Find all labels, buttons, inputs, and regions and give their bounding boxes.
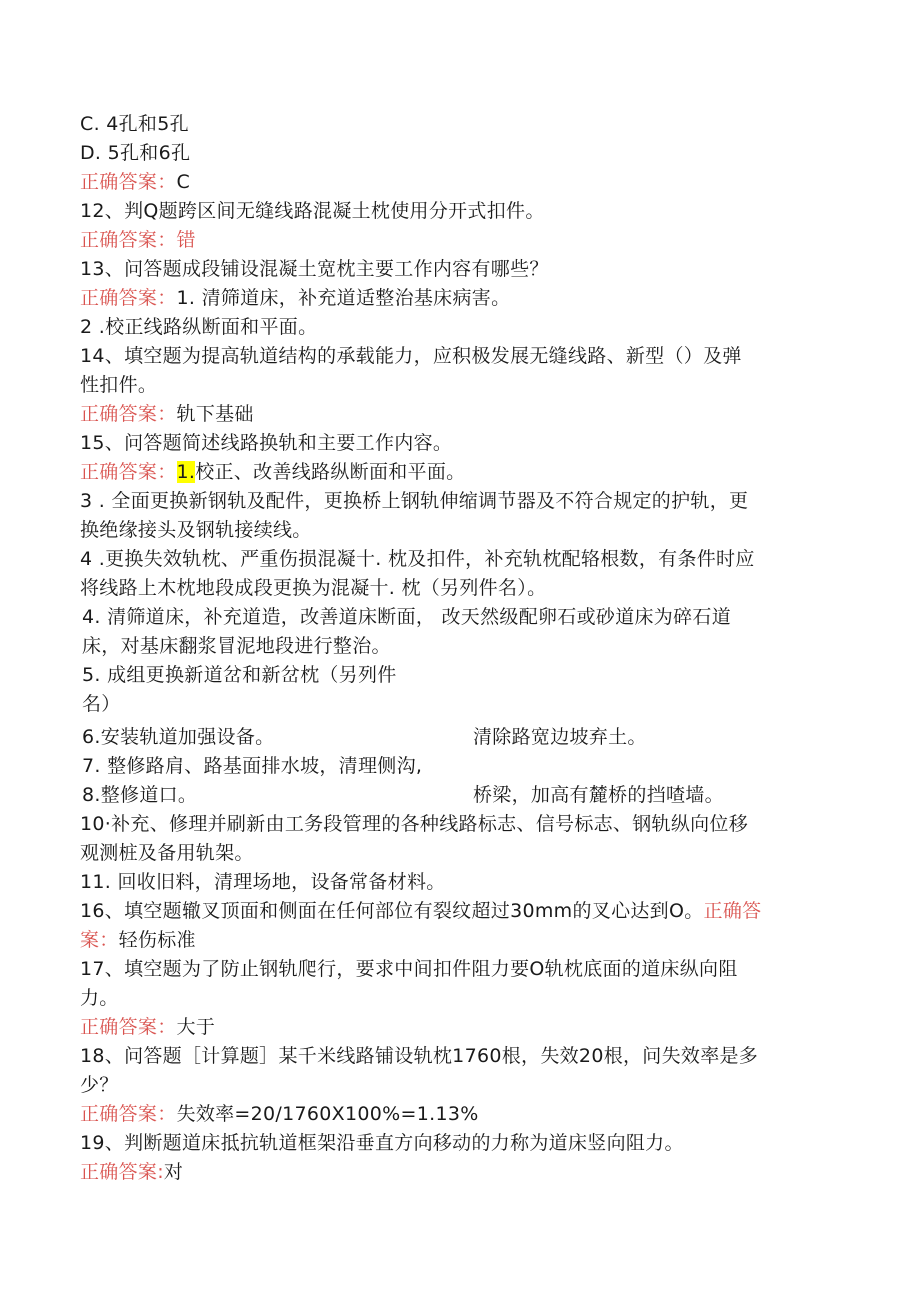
answer-label-part: 案： — [80, 929, 119, 951]
question-15: 15、问答题简述线路换轨和主要工作内容。 — [80, 432, 453, 454]
answer-value: C — [176, 171, 191, 193]
answer-item: 4 .更换失效轨枕、严重伤损混凝十. 枕及扣件，补充轨枕配辂根数，有条件时应 — [80, 548, 755, 570]
question-18-cont: 少？ — [80, 1074, 119, 1096]
answer-label: 正确答案： — [80, 461, 177, 483]
question-17: 17、填空题为了防止钢轨爬行，要求中间扣件阻力要O轨枕底面的道床纵向阻 — [80, 958, 738, 980]
answer-item-cont: 将线路上木枕地段成段更换为混凝十. 枕（另列件名）。 — [80, 577, 547, 599]
answer-line — [80, 400, 254, 428]
answer-value: 校正、改善线路纵断面和平面。 — [195, 461, 466, 483]
question-19: 19、判断题道床抵抗轨道框架沿垂直方向移动的力称为道床竖向阻力。 — [80, 1132, 684, 1154]
answer-item-cont: 名） — [82, 693, 121, 715]
question-12: 12、判Q题跨区间无缝线路混凝土枕使用分开式扣件。 — [80, 200, 545, 222]
answer-item: 2 .校正线路纵断面和平面。 — [80, 316, 318, 338]
answer-line — [80, 458, 465, 486]
option-d: D. 5孔和6孔 — [80, 142, 191, 164]
answer-item-cont: 观测桩及备用轨架。 — [80, 842, 254, 864]
answer-value: 失效率=20/1760X100%=1.13% — [176, 1103, 479, 1125]
question-13: 13、问答题成段铺设混凝土宽枕主要工作内容有哪些？ — [80, 258, 549, 280]
answer-label: 正确答案： — [80, 229, 177, 251]
answer-line — [80, 168, 190, 196]
answer-item: 11. 回收旧料，清理场地，设备常备材料。 — [80, 871, 446, 893]
answer-value: 大于 — [176, 1016, 216, 1038]
answer-label: 正确答案： — [80, 403, 177, 425]
question-14: 14、填空题为提高轨道结构的承载能力，应积极发展无缝线路、新型（）及弹 — [80, 345, 742, 367]
answer-item: 10·补充、修理并刷新由工务段管理的各种线路标志、信号标志、钢轨纵向位移 — [80, 813, 749, 835]
answer-item: 6.安装轨道加强设备。 — [82, 726, 275, 748]
answer-line — [80, 226, 196, 254]
answer-item: 3 . 全面更换新钢轨及配件，更换桥上钢轨伸缩调节器及不符合规定的护轨，更 — [80, 490, 749, 512]
answer-value: 对 — [163, 1161, 184, 1183]
answer-line — [80, 1013, 215, 1041]
question-text: 16、填空题辙叉顶面和侧面在任何部位有裂纹超过30mm的叉心达到O。 — [80, 900, 704, 922]
answer-label: 正确答案： — [80, 171, 177, 193]
answer-item: 5. 成组更换新道岔和新岔枕（另列件 — [82, 664, 397, 686]
question-18: 18、问答题［计算题］某千米线路铺设轨枕1760根，失效20根，问失效率是多 — [80, 1045, 759, 1067]
answer-label: 正确答案： — [80, 1016, 177, 1038]
answer-value: 轻伤标准 — [118, 929, 196, 951]
answer-item-column2: 清除路宽边坡弃土。 — [473, 726, 647, 748]
answer-label: 正确答案： — [80, 1103, 177, 1125]
answer-line — [80, 1158, 183, 1186]
question-14-cont: 性扣件。 — [80, 374, 158, 396]
answer-line — [80, 926, 196, 954]
question-17-cont: 力。 — [80, 987, 119, 1009]
answer-item-cont: 换绝缘接头及钢轨接续线。 — [80, 519, 312, 541]
answer-item: 4. 清筛道床，补充道造，改善道床断面， 改天然级配卵石或砂道床为碎石道 — [82, 606, 732, 628]
answer-value: 错 — [176, 229, 196, 251]
answer-item: 8.整修道口。 — [82, 784, 198, 806]
answer-value: 1. 清筛道床，补充道适整治基床病害。 — [176, 287, 511, 309]
highlighted-number: 1. — [176, 461, 196, 483]
answer-value: 轨下基础 — [176, 403, 254, 425]
answer-line — [80, 284, 510, 312]
answer-label: 正确答案： — [80, 287, 177, 309]
question-16 — [80, 897, 761, 925]
option-c: C. 4孔和5孔 — [80, 113, 189, 135]
answer-label: 正确答案: — [80, 1161, 164, 1183]
answer-line — [80, 1100, 479, 1128]
answer-item: 7. 整修路肩、路基面排水坡，清理侧沟, — [82, 755, 423, 777]
answer-item-cont: 床，对基床翻浆冒泥地段进行整治。 — [82, 635, 391, 657]
answer-item-column2: 桥梁，加高有麓桥的挡喳墙。 — [473, 784, 724, 806]
answer-label-part: 正确答 — [703, 900, 762, 922]
